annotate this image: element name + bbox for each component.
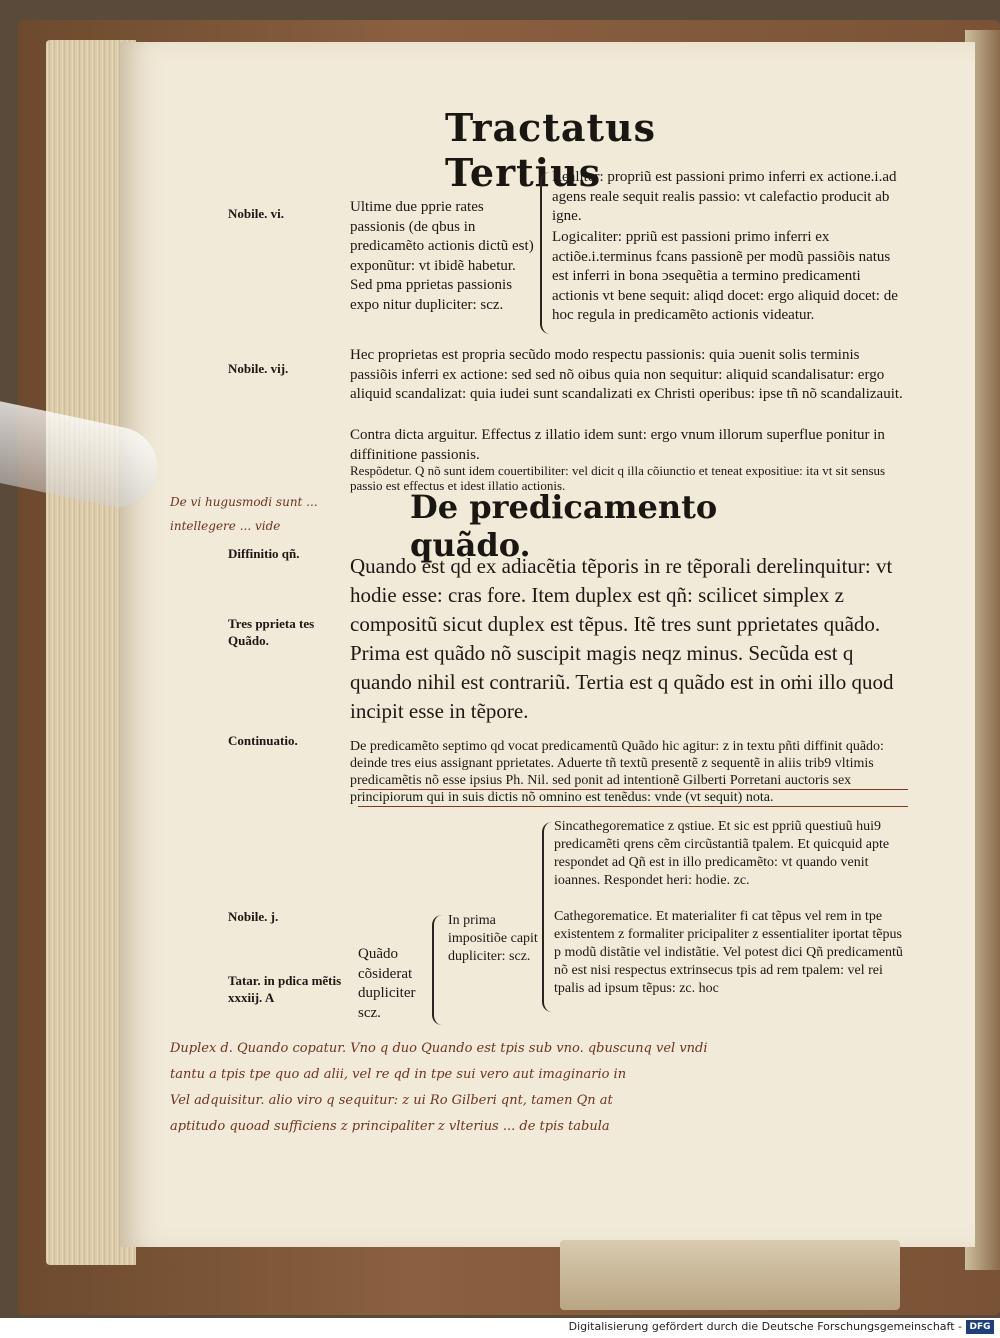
side-note-nobile-vii: Nobile. vij. (228, 361, 289, 376)
running-head: Tractatus Tertius (445, 105, 657, 195)
block-contra: Contra dicta arguitur. Effectus z illatio idem sunt: ergo vnum illorum superflue ponitur in diffinitione passionis. (350, 427, 885, 463)
book-clasp (560, 1240, 900, 1310)
block-realiter: Realiter: propriũ est passioni primo inferri ex actione.i.ad agens reale sequit realis passio: vt calefactio producit ab igne. (552, 169, 897, 224)
section-heading: De predicamento quãdo. (410, 488, 718, 564)
block-hec-proprietas: Hec proprietas est propria secũdo modo respectu passionis: quia ↄuenit solis terminis passiõis inferri ex actione: sed sed nõ oibus quia non sequitur: aliquid scandalisatur: ergo aliquid scandalizat: quia iudei sunt scandalizati ex Christi operibus: ipse tñ nõ scandalizauit. (350, 347, 903, 402)
block-logicaliter: Logicaliter: ppriũ est passioni primo inferri ex actiõe.i.terminus fcans passionẽ per modũ passiõis natus est inferri in bona ↄsequẽtia a termino predicamenti actionis vt bene sequit: aliqd docet: ergo aliquid docet: de hoc regula in predicamẽto actionis videatur. (552, 229, 898, 323)
block-in-prima: In prima impositiõe capit dupliciter: scz. (448, 913, 538, 964)
handwritten-margin-note: De vi hugusmodi sunt ... intellegere ... vide (170, 495, 318, 533)
handwritten-bottom-line-3: Vel adquisitur. alio viro q sequitur: z ui Ro Gilberi qnt, tamen Qn at (170, 1093, 613, 1108)
side-note-tractatur: Tatar. in pdica mẽtis xxxiij. A (228, 973, 342, 1005)
block-ultime: Ultime due pprie rates passionis (de qbus in predicamẽto actionis dictũ est) exponũtur: vt ibidẽ habetur. Sed pma pprietas passionis expo nitur dupliciter: scz. (350, 199, 534, 313)
ink-underline-2 (358, 806, 908, 807)
block-quando-definition: Quando est qd ex adiacẽtia tẽporis in re tẽporali derelinquitur: vt hodie esse: cras fore. Item duplex est qñ: scilicet simplex z compositũ sicut duplex est tẽpus. Itẽ tres sunt pprietates quãdo. Prima est quãdo nõ suscipit magis neqz minus. Secũda est q quando nihil est contrariũ. Tertia est q quãdo est in oṁi illo quod incipit esse in tẽpore. (350, 554, 894, 723)
block-de-predicamento: De predicamẽto septimo qd vocat predicamentũ Quãdo hic agitur: z in textu pñti diffinit quãdo: deinde tres eius assignant pprietates. Aduerte tñ textũ presentẽ z sequentẽ in aliis trib9 vltimis predicamẽtis nõ esse ipsius Ph. Nil. sed ponit ad intentionẽ Gilberti Porretani auctoris sex principiorum qui in suis dictis nõ omnino est tenẽdus: vnde (vt sequit) nota. (350, 739, 884, 805)
side-note-continuatio: Continuatio. (228, 733, 298, 748)
side-note-nobile-i: Nobile. j. (228, 909, 279, 924)
block-respondetur: Respõdetur. Q nõ sunt idem couertibiliter: vel dicit q illa cõiunctio et teneat expositiue: ita vt sit sensus passio est effectus et idest illatio actionis. (350, 463, 886, 493)
handwritten-bottom-line-4: aptitudo quoad sufficiens z principaliter z vlterius ... de tpis tabula (170, 1119, 610, 1134)
footer-credit: Digitalisierung gefördert durch die Deutsche Forschungsgemeinschaft - (568, 1320, 962, 1333)
side-note-diffinitio: Diffinitio qñ. (228, 546, 300, 561)
handwritten-bottom-line-2: tantu a tpis tpe quo ad alii, vel re qd in tpe sui vero aut imaginario in (170, 1067, 627, 1082)
block-sincathegorematice: Sincathegorematice z qstiue. Et sic est ppriũ questiuũ hui9 predicamẽti qrens cẽm circũstantiã tpalem. Et quicquid apte respondet ad Qñ est in illo predicamẽto: vt quando venit ioannes. Respondet heri: hodie. zc. (554, 819, 890, 888)
footer-bar (0, 1318, 1000, 1338)
dfg-logo: DFG (966, 1320, 994, 1334)
ink-underline-1 (358, 789, 908, 790)
brace-lower (542, 822, 554, 1012)
brace-upper (540, 172, 552, 334)
block-cathegorematice: Cathegorematice. Et materialiter fi cat tẽpus vel rem in tpe existentem z formaliter pricipaliter z essentialiter iportat tẽpus p modũ distãtie vel indistãtie. Vel potest dici Qñ predicamentũ nõ est nisi respectus extrinsecus tpis ad rem tpalem: vel rei tpalis ad ipsum tẽpus: zc. hoc (554, 909, 903, 996)
side-note-tres-proprietates: Tres pprieta tes Quãdo. (228, 616, 315, 648)
brace-quando (432, 915, 444, 1025)
block-quando-label: Quãdo cõsiderat dupliciter scz. (358, 946, 416, 1021)
handwritten-bottom-line-1: Duplex d. Quando copatur. Vno q duo Quando est tpis sub vno. qbuscunq vel vndi (170, 1041, 708, 1056)
side-note-nobile-vi: Nobile. vi. (228, 206, 284, 221)
